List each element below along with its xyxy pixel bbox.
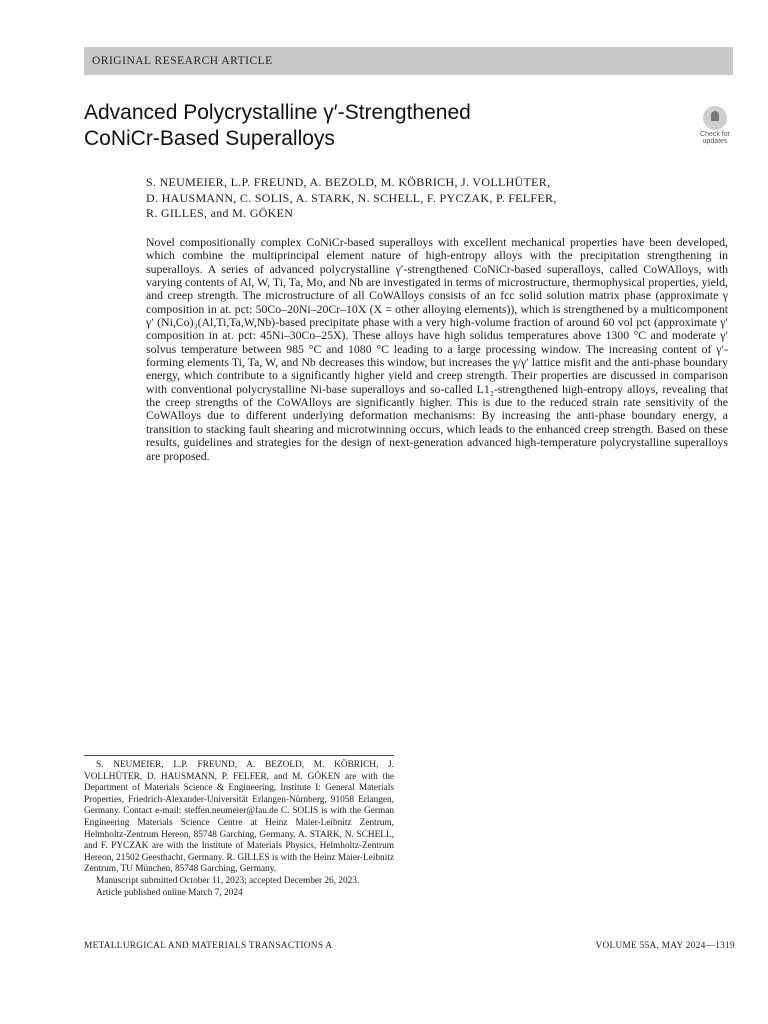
title-line: CoNiCr-Based Superalloys: [84, 127, 335, 150]
check-for-updates-label: [695, 131, 735, 145]
author-line: R. GILLES, and M. GÖKEN: [146, 206, 294, 220]
footnote-affiliations: S. NEUMEIER, L.P. FREUND, A. BEZOLD, M. KÖBRICH, J. VOLLHÜTER, D. HAUSMANN, P. FELFER, and M. GÖKEN are with the Department of Materials Science & Engineering, Institute I: General Materials Properties, Friedrich-Alexander-Universität Erlangen-Nürnberg, 91058 Erlangen, Germany. Contact e-mail: steffen.neumeier@fau.de C. SOLIS is with the German Engineering Materials Science Centre at Heinz Maier-Leibnitz Zentrum, Helmholtz-Zentrum Hereon, 85748 Garching, Germany. A. STARK, N. SCHELL, and F. PYCZAK are with the Institute of Materials Physics, Helmholtz-Zentrum Hereon, 21502 Geesthacht, Germany. R. GILLES is with the Heinz Maier-Leibnitz Zentrum, TU München, 85748 Garching, Germany.: [84, 760, 394, 875]
article-type-label: ORIGINAL RESEARCH ARTICLE: [92, 55, 273, 67]
article-title: [84, 100, 644, 152]
volume-page: VOLUME 55A, MAY 2024—1319: [595, 941, 735, 951]
article-type-banner: [84, 47, 733, 75]
check-for-updates-icon: [703, 106, 727, 130]
badge-line: Check for: [700, 131, 730, 138]
footnote-divider: [84, 755, 394, 756]
author-list: [146, 175, 686, 222]
journal-name: METALLURGICAL AND MATERIALS TRANSACTIONS A: [84, 941, 333, 951]
footnote-submitted: Manuscript submitted October 11, 2023; accepted December 26, 2023.: [96, 875, 360, 886]
footnote: [84, 760, 394, 899]
abstract: Novel compositionally complex CoNiCr-based superalloys with excellent mechanical properties have been developed, which combine the multiprincipal element nature of high-entropy alloys with the precipitation strengthening in superalloys. A series of advanced polycrystalline γ′-strengthened CoNiCr-based superalloys, called CoWAlloys, with varying contents of Al, W, Ti, Ta, Mo, and Nb are investigated in terms of microstructure, thermophysical properties, yield, and creep strength. The microstructure of all CoWAlloys consists of an fcc solid solution matrix phase (approximate γ composition in at. pct: 50Co–20Ni–20Cr–10X (X = other alloying elements)), which is strengthened by a multicomponent γ′ (Ni,Co)₃(Al,Ti,Ta,W,Nb)-based precipitate phase with a very high-volume fraction of around 60 vol pct (approximate γ′ composition in at. pct: 45Ni–30Co–25X). These alloys have high solidus temperatures above 1300 °C and moderate γ′ solvus temperature between 985 °C and 1080 °C leading to a large processing window. The increasing content of γ′-forming elements Ti, Ta, W, and Nb decreases this window, but increases the γ/γ′ lattice misfit and the anti-phase boundary energy, which contribute to a significantly higher yield and creep strength. Their properties are discussed in comparison with conventional polycrystalline Ni-base superalloys and so-called L1₂-strengthened high-entropy alloys, revealing that the creep strengths of the CoWAlloys are significantly higher. This is due to the reduced strain rate sensitivity of the CoWAlloys due to different underlying deformation mechanisms: By increasing the anti-phase boundary energy, a transition to stacking fault shearing and microtwinning occurs, which leads to the enhanced creep strength. Based on these results, guidelines and strategies for the design of next-generation advanced high-temperature polycrystalline superalloys are proposed.: [146, 235, 728, 463]
check-for-updates-badge[interactable]: [695, 104, 735, 144]
title-line: Advanced Polycrystalline γ′-Strengthened: [84, 101, 471, 124]
footnote-published: Article published online March 7, 2024: [96, 887, 243, 898]
author-line: D. HAUSMANN, C. SOLIS, A. STARK, N. SCHELL, F. PYCZAK, P. FELFER,: [146, 190, 557, 205]
badge-line: updates: [702, 138, 728, 145]
author-line: S. NEUMEIER, L.P. FREUND, A. BEZOLD, M. KÖBRICH, J. VOLLHÜTER,: [146, 175, 551, 189]
